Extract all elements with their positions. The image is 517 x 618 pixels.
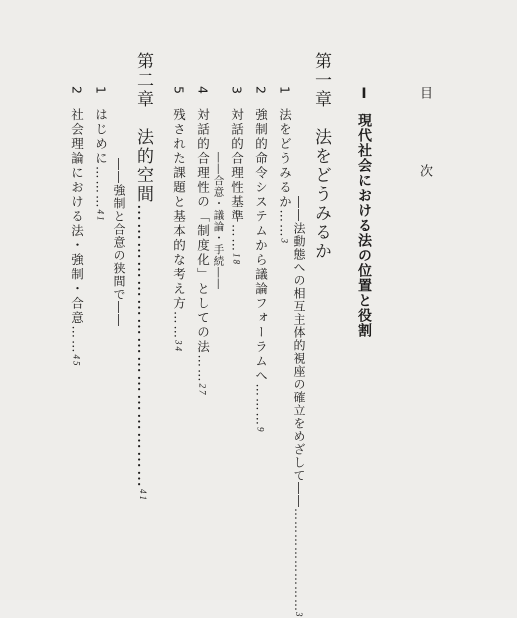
section-page: 27	[197, 383, 208, 397]
section1-5	[172, 86, 185, 353]
section-leader: ……	[229, 223, 245, 253]
chapter1-subtitle	[293, 196, 305, 618]
section-title: 法をどうみるか	[277, 107, 293, 210]
section-leader: ………	[253, 383, 269, 427]
section-number: 5	[171, 86, 187, 96]
chapter1-leader: ……………………	[292, 508, 306, 612]
chapter2-heading	[134, 52, 151, 502]
section-leader: ……	[277, 209, 293, 239]
chapter1-page: 3	[294, 612, 304, 618]
section1-3	[230, 86, 243, 266]
part-title: 現代社会における法の位置と役割	[356, 113, 372, 338]
section-number: 3	[229, 86, 245, 96]
section-page: 18	[231, 252, 242, 266]
chapter1-heading: 第一章 法をどうみるか	[311, 52, 331, 261]
section-number: 2	[253, 86, 269, 96]
chapter2-label: 第二章 法的空間	[133, 52, 153, 204]
section-page: 41	[95, 209, 106, 223]
section2-2	[70, 86, 83, 367]
section-page: 9	[255, 426, 266, 434]
section-leader: ……	[195, 354, 211, 384]
section-title: 残された課題と基本的な考え方	[171, 107, 187, 311]
section-title: 対話的合理性の「制度化」としての法	[195, 107, 211, 355]
section-leader: ……	[171, 310, 187, 340]
section-page: 45	[71, 354, 82, 368]
section-number: 1	[277, 86, 293, 96]
section-number: 4	[195, 86, 211, 96]
chapter2-subtitle: ――強制と合意の狭間で――	[112, 158, 126, 327]
part-heading	[357, 86, 371, 338]
section-title: はじめに	[93, 107, 109, 166]
chapter1-subtitle-text: ――法動態への相互主体的視座の確立をめざして――	[292, 196, 306, 508]
section1-2	[254, 86, 267, 433]
section-number: 1	[93, 86, 109, 96]
section-leader: ………	[93, 165, 109, 210]
part-number: Ⅰ	[356, 86, 372, 103]
section-leader: ……	[69, 325, 85, 355]
section-page: 34	[173, 339, 184, 353]
section-page: 3	[279, 238, 290, 245]
toc-title: 目 次	[417, 86, 432, 203]
section1-1	[278, 86, 291, 245]
section-title: 強制的命令システムから議論フォーラムへ	[253, 107, 269, 384]
section1-3-subtitle: ――合意・議論・手続――	[212, 152, 225, 290]
section1-4	[196, 86, 209, 396]
chapter2-page: 41	[138, 489, 148, 502]
section-title: 対話的合理性基準	[229, 107, 245, 224]
section-number: 2	[69, 86, 85, 96]
section2-1	[94, 86, 107, 222]
chapter2-leader: ………………………………………	[133, 204, 153, 489]
section-title: 社会理論における法・強制・合意	[69, 107, 85, 326]
